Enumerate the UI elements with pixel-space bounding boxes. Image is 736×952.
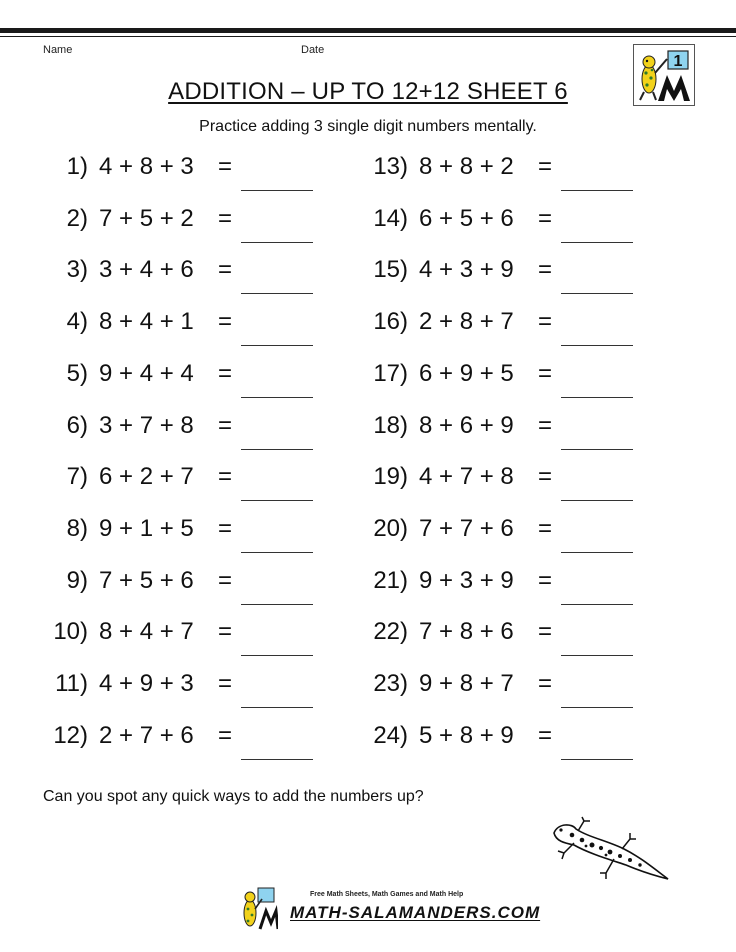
name-label: Name [43, 44, 73, 56]
problem-number: 5) [66, 359, 88, 387]
problem-item [356, 204, 646, 244]
equals-sign: = [218, 411, 233, 439]
answer-line[interactable] [561, 604, 633, 605]
equals-sign: = [538, 204, 553, 232]
equals-sign: = [218, 153, 233, 180]
problem-number: 1) [66, 153, 88, 180]
problem-item [356, 514, 646, 554]
answer-line[interactable] [561, 345, 633, 346]
problem-item [36, 617, 326, 657]
equals-sign: = [538, 721, 553, 749]
problem-item [36, 669, 326, 709]
answer-line[interactable] [241, 190, 313, 191]
answer-line[interactable] [561, 242, 633, 243]
answer-line[interactable] [561, 449, 633, 450]
problem-item [356, 462, 646, 502]
answer-line[interactable] [561, 707, 633, 708]
problem-number: 24) [373, 721, 408, 749]
equals-sign: = [218, 204, 233, 232]
answer-line[interactable] [241, 293, 313, 294]
bonus-question: Can you spot any quick ways to add the numbers up? [43, 788, 424, 805]
problem-expression: 4 + 3 + 9 [419, 256, 514, 284]
date-label: Date [301, 44, 325, 56]
answer-line[interactable] [561, 397, 633, 398]
answer-line[interactable] [241, 552, 313, 553]
problem-number: 21) [373, 566, 408, 594]
problem-number: 6) [66, 411, 88, 439]
logo-level-number: 1 [673, 53, 683, 70]
problem-number: 8) [66, 514, 88, 542]
problem-number: 15) [373, 256, 408, 284]
problem-item [356, 617, 646, 657]
problem-number: 2) [66, 204, 88, 232]
equals-sign: = [218, 721, 233, 749]
problem-expression: 9 + 1 + 5 [99, 514, 194, 542]
problem-item [356, 411, 646, 451]
answer-line[interactable] [241, 604, 313, 605]
problem-number: 10) [53, 618, 88, 646]
footer-site-name: MATH-SALAMANDERS.COM [290, 903, 541, 922]
top-rule-thin [0, 36, 736, 37]
problem-expression: 9 + 3 + 9 [419, 566, 514, 594]
problem-item [36, 255, 326, 295]
problem-expression: 8 + 4 + 7 [99, 618, 194, 646]
worksheet-title: ADDITION – UP TO 12+12 SHEET 6 [168, 78, 568, 105]
problem-number: 23) [373, 670, 408, 697]
answer-line[interactable] [561, 500, 633, 501]
problem-number: 3) [66, 256, 88, 284]
problem-expression: 4 + 8 + 3 [99, 153, 194, 180]
answer-line[interactable] [241, 655, 313, 656]
problem-expression: 3 + 7 + 8 [99, 411, 194, 439]
footer-salamander-logo-icon [238, 885, 278, 931]
equals-sign: = [538, 670, 553, 697]
answer-line[interactable] [561, 655, 633, 656]
problem-item [36, 359, 326, 399]
problem-number: 4) [66, 308, 88, 336]
problem-item [36, 152, 326, 192]
problem-item [36, 411, 326, 451]
problem-expression: 8 + 8 + 2 [419, 153, 514, 180]
answer-line[interactable] [561, 293, 633, 294]
equals-sign: = [218, 463, 233, 491]
answer-line[interactable] [241, 707, 313, 708]
problem-expression: 2 + 8 + 7 [419, 308, 514, 336]
problem-number: 18) [373, 411, 408, 439]
equals-sign: = [218, 359, 233, 387]
problem-number: 19) [373, 463, 408, 491]
problem-expression: 2 + 7 + 6 [99, 721, 194, 749]
problem-expression: 6 + 2 + 7 [99, 463, 194, 491]
problem-expression: 5 + 8 + 9 [419, 721, 514, 749]
problem-expression: 7 + 5 + 2 [99, 204, 194, 232]
answer-line[interactable] [241, 345, 313, 346]
problem-expression: 4 + 7 + 8 [419, 463, 514, 491]
equals-sign: = [538, 308, 553, 336]
footer-tagline: Free Math Sheets, Math Games and Math Help [310, 891, 464, 898]
worksheet-subtitle: Practice adding 3 single digit numbers mentally. [199, 118, 537, 135]
problem-number: 20) [373, 514, 408, 542]
equals-sign: = [538, 411, 553, 439]
answer-line[interactable] [241, 397, 313, 398]
answer-line[interactable] [241, 500, 313, 501]
equals-sign: = [538, 514, 553, 542]
equals-sign: = [218, 256, 233, 284]
problem-expression: 6 + 5 + 6 [419, 204, 514, 232]
problem-expression: 7 + 8 + 6 [419, 618, 514, 646]
equals-sign: = [218, 514, 233, 542]
equals-sign: = [538, 256, 553, 284]
problem-expression: 4 + 9 + 3 [99, 670, 194, 697]
equals-sign: = [218, 670, 233, 697]
answer-line[interactable] [241, 449, 313, 450]
problem-item [356, 669, 646, 709]
problem-item [356, 566, 646, 606]
answer-line[interactable] [241, 242, 313, 243]
equals-sign: = [538, 463, 553, 491]
problem-number: 22) [373, 618, 408, 646]
problem-item [36, 462, 326, 502]
problem-item [356, 255, 646, 295]
problem-number: 11) [55, 670, 88, 697]
problem-number: 17) [373, 359, 408, 387]
problem-item [356, 359, 646, 399]
equals-sign: = [538, 566, 553, 594]
problem-expression: 8 + 6 + 9 [419, 411, 514, 439]
problem-item [36, 566, 326, 606]
problem-item [356, 721, 646, 761]
problem-expression: 7 + 7 + 6 [419, 514, 514, 542]
problem-item [356, 152, 646, 192]
problem-expression: 3 + 4 + 6 [99, 256, 194, 284]
problem-number: 7) [66, 463, 88, 491]
answer-line[interactable] [561, 190, 633, 191]
equals-sign: = [218, 566, 233, 594]
answer-line[interactable] [561, 552, 633, 553]
equals-sign: = [538, 618, 553, 646]
answer-line[interactable] [241, 759, 313, 760]
problem-expression: 9 + 4 + 4 [99, 359, 194, 387]
problem-item [36, 514, 326, 554]
problem-expression: 6 + 9 + 5 [419, 359, 514, 387]
problem-item [36, 721, 326, 761]
salamander-drawing-icon [548, 815, 672, 887]
problem-expression: 8 + 4 + 1 [99, 308, 194, 336]
problem-number: 12) [53, 721, 88, 749]
problem-item [36, 307, 326, 347]
problem-number: 9) [66, 566, 88, 594]
problem-number: 14) [373, 204, 408, 232]
top-rule [0, 28, 736, 33]
problem-item [356, 307, 646, 347]
problem-expression: 7 + 5 + 6 [99, 566, 194, 594]
problem-number: 13) [373, 153, 408, 180]
equals-sign: = [218, 308, 233, 336]
answer-line[interactable] [561, 759, 633, 760]
equals-sign: = [538, 359, 553, 387]
equals-sign: = [538, 153, 553, 180]
equals-sign: = [218, 618, 233, 646]
problem-number: 16) [373, 308, 408, 336]
problem-expression: 9 + 8 + 7 [419, 670, 514, 697]
problem-item [36, 204, 326, 244]
